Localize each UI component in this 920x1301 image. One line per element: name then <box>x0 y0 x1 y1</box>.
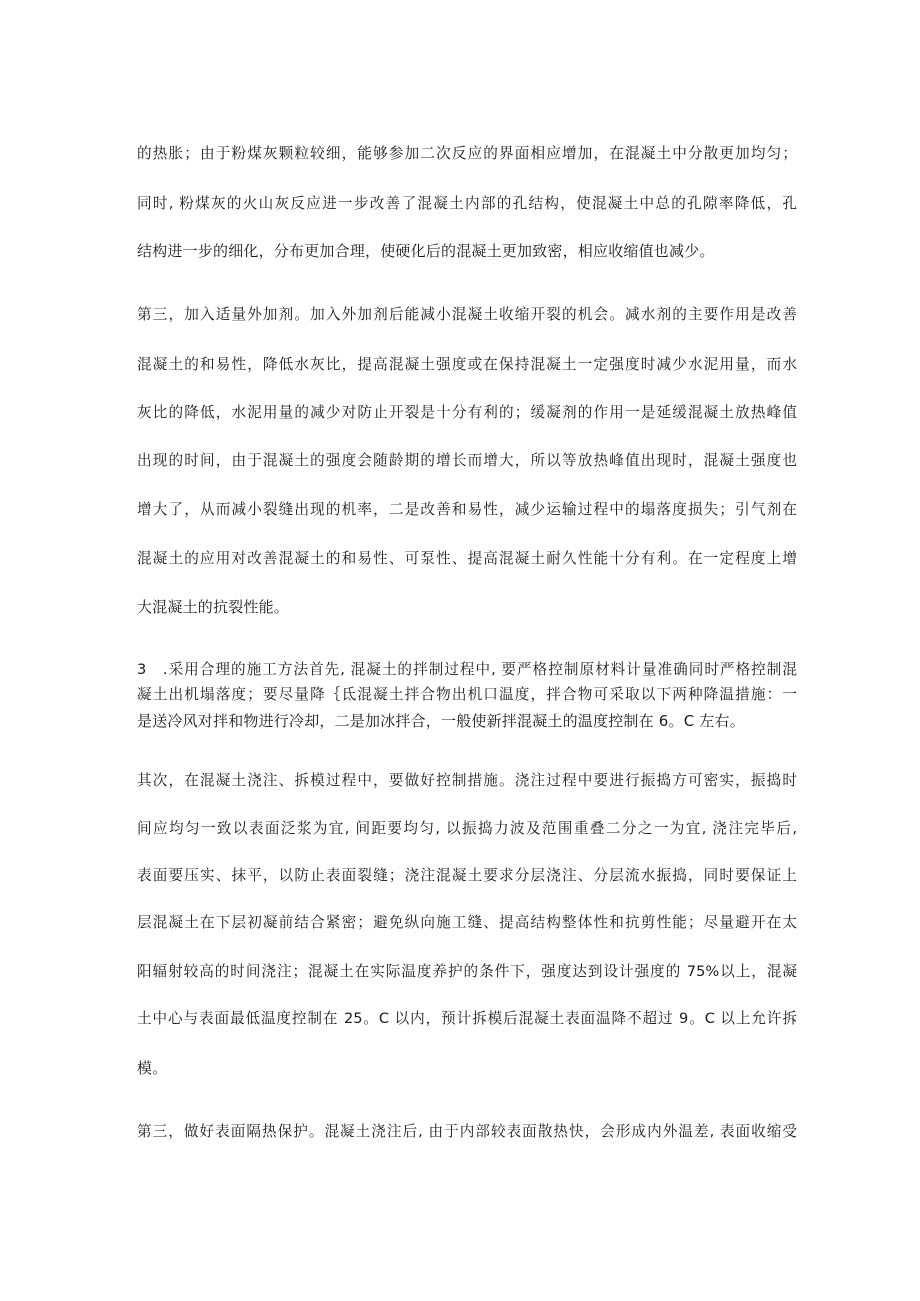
text-line: 同时, 粉煤灰的火山灰反应进一步改善了混凝土内部的孔结构，使混凝土中总的孔隙率降低，孔 <box>137 195 797 212</box>
text-line: 结构进一步的细化，分布更加合理，使硬化后的混凝土更加致密，相应收缩值也减少。 <box>137 242 715 260</box>
text-line: 出现的时间，由于混凝土的强度会随龄期的增长而增大，所以等放热峰值出现时，混凝土强度也 <box>137 452 797 469</box>
text-line: 表面要压实、抹平，以防止表面裂缝；浇注混凝土要求分层浇注、分层流水振捣，同时要保证上 <box>137 867 797 884</box>
text-line: 混凝土的和易性，降低水灰比，提高混凝土强度或在保持混凝土一定强度时减少水泥用量，而水 <box>137 356 797 373</box>
text-line: 间应均匀一致以表面泛浆为宜, 间距要均匀, 以振捣力波及范围重叠二分之一为宜, 浇注完毕后, <box>137 820 797 837</box>
text-line: 增大了，从而减小裂缝出现的机率，二是改善和易性，减少运输过程中的塌落度损失；引气剂在 <box>137 501 797 518</box>
text-line: 混凝土的应用对改善混凝土的和易性、可泵性、提高混凝土耐久性能十分有利。在一定程度上增 <box>137 550 797 567</box>
text-line: 层混凝土在下层初凝前结合紧密；避免纵向施工缝、提高结构整体性和抗剪性能；尽量避开在太 <box>137 914 797 931</box>
text-line: 大混凝土的抗裂性能。 <box>137 598 290 616</box>
text-line: 模。 <box>137 1059 168 1077</box>
text-line: 3 .采用合理的施工方法首先, 混凝土的拌制过程中, 要严格控制原材料计量准确同时严格控制混 <box>137 661 797 678</box>
text-line: 其次，在混凝土浇注、拆模过程中，要做好控制措施。浇注过程中要进行振捣方可密实，振捣时 <box>137 772 797 789</box>
text-line: 第三，加入适量外加剂。加入外加剂后能减小混凝土收缩开裂的机会。减水剂的主要作用是改善 <box>137 306 797 323</box>
text-line: 凝土出机塌落度；要尽量降｛氐混凝土拌合物出机口温度，拌合物可采取以下两种降温措施：一 <box>137 686 797 703</box>
text-line: 土中心与表面最低温度控制在 25。C 以内，预计拆模后混凝土表面温降不超过 9。C 以上允许拆 <box>137 1010 797 1027</box>
text-line: 的热胀；由于粉煤灰颗粒较细，能够参加二次反应的界面相应增加，在混凝土中分散更加均匀； <box>137 145 797 162</box>
text-line: 第三，做好表面隔热保护。混凝土浇注后, 由于内部较表面散热快，会形成内外温差, 表面收缩受 <box>137 1123 797 1140</box>
text-line: 灰比的降低，水泥用量的减少对防止开裂是十分有利的；缓凝剂的作用一是延缓混凝土放热峰值 <box>137 404 797 421</box>
text-line: 是送冷风对拌和物进行冷却，二是加冰拌合，一般使新拌混凝土的温度控制在 6。C 左右。 <box>137 712 745 730</box>
text-line: 阳辐射较高的时间浇注；混凝土在实际温度养护的条件下，强度达到设计强度的 75%以上，混凝 <box>137 963 797 980</box>
